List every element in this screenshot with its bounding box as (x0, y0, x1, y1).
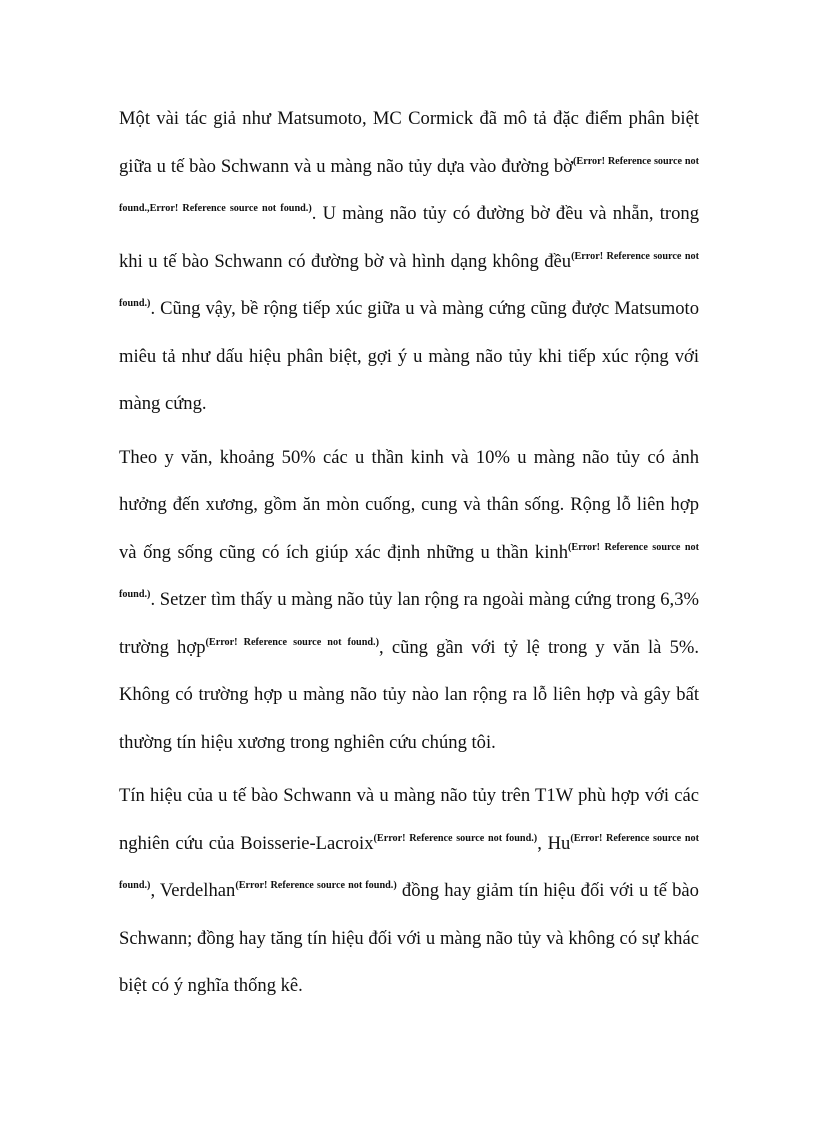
citation-reference: (Error! Reference source not found.) (119, 832, 699, 891)
paragraph-text: , Verdelhan (150, 880, 236, 901)
paragraph-text: , Hu (537, 832, 571, 854)
paragraph-text: , cũng gần với tỷ lệ trong y văn là 5%. Không có trường hợp u màng não tủy nào lan rộng ra lỗ liên hợp và gây bất thường tín hiệu xương trong nghiên cứu chúng tôi. (119, 636, 700, 753)
citation-reference: (Error! Reference source not found.) (235, 880, 397, 891)
paragraph (119, 772, 699, 1010)
paragraph-text: . Setzer tìm thấy u màng não tủy lan rộng ra ngoài màng cứng trong 6,3% trường hợp (119, 589, 699, 658)
citation-reference: (Error! Reference source not found.,Error! Reference source not found.) (119, 155, 699, 214)
paragraph (119, 434, 699, 767)
paragraph-text: đồng hay giảm tín hiệu đối với u tế bào Schwann; đồng hay tăng tín hiệu đối với u màng não tủy và không có sự khác biệt có ý nghĩa thống kê. (119, 880, 699, 996)
paragraph-text: Tín hiệu của u tế bào Schwann và u màng não tủy trên T1W phù hợp với các nghiên cứu của Boisserie-Lacroix (119, 785, 699, 854)
paragraph (119, 95, 699, 428)
citation-reference: (Error! Reference source not found.) (119, 250, 699, 309)
paragraph-text: Một vài tác giả như Matsumoto, MC Cormick đã mô tả đặc điểm phân biệt giữa u tế bào Schwann và u màng não tủy dựa vào đường bờ (119, 108, 699, 177)
citation-reference: (Error! Reference source not found.) (205, 636, 379, 648)
citation-reference: (Error! Reference source not found.) (119, 541, 699, 600)
document-page (119, 95, 699, 1016)
citation-reference: (Error! Reference source not found.) (373, 832, 538, 844)
paragraph-text: Theo y văn, khoảng 50% các u thần kinh và 10% u màng não tủy có ảnh hưởng đến xương, gồm ăn mòn cuống, cung và thân sống. Rộng lỗ liên hợp và ống sống cũng có ích giúp xác định những u thần kinh (119, 446, 699, 563)
paragraph-text: . Cũng vậy, bề rộng tiếp xúc giữa u và màng cứng cũng được Matsumoto miêu tả như dấu hiệu phân biệt, gợi ý u màng não tủy khi tiếp xúc rộng với màng cứng. (119, 298, 699, 414)
paragraph-text: . U màng não tủy có đường bờ đều và nhẵn, trong khi u tế bào Schwann có đường bờ và hình dạng không đều (119, 203, 699, 272)
